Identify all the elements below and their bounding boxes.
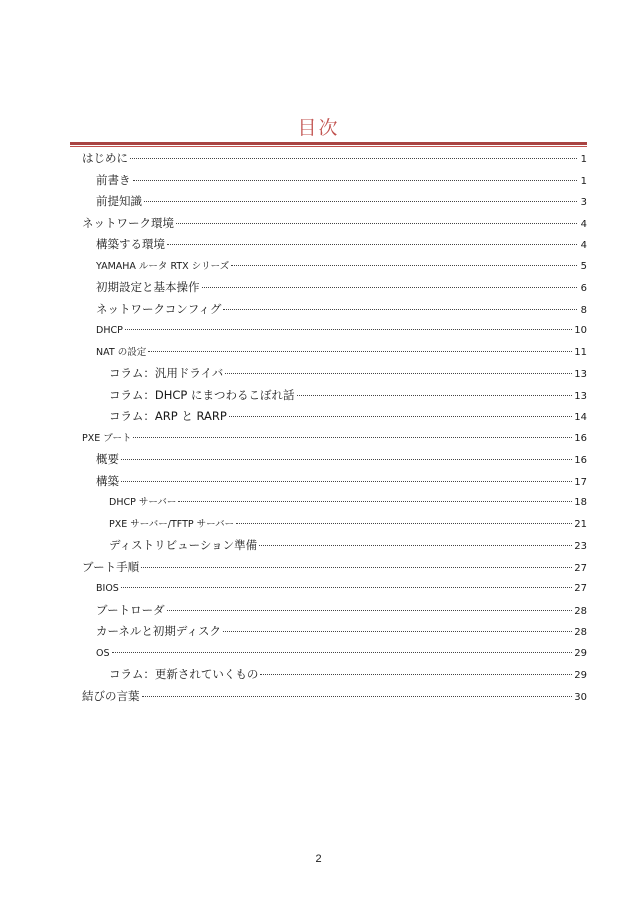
toc-leader-dots xyxy=(112,652,573,653)
toc-entry-page: 28 xyxy=(574,605,587,617)
toc-entry-page: 27 xyxy=(574,583,587,594)
toc-title: 目次 xyxy=(297,117,340,139)
toc-leader-dots xyxy=(121,481,572,482)
toc-entry-label: PXE ブート xyxy=(82,432,132,444)
toc-entry-page: 21 xyxy=(574,518,587,530)
toc-entry-label: コラム：汎用ドライバ xyxy=(109,366,224,380)
toc-leader-dots xyxy=(133,437,572,438)
toc-leader-dots xyxy=(297,395,573,396)
toc-entry[interactable] xyxy=(82,191,587,213)
toc-leader-dots xyxy=(231,265,577,266)
toc-entry-page: 11 xyxy=(574,346,587,358)
toc-entry-label: コラム：更新されていくもの xyxy=(109,667,259,681)
toc-leader-dots xyxy=(167,610,573,611)
toc-entry-page: 17 xyxy=(574,476,587,488)
toc-entry-label: ネットワークコンフィグ xyxy=(96,301,222,316)
toc-entry-page: 18 xyxy=(574,497,587,508)
toc-entry[interactable] xyxy=(82,148,587,170)
toc-leader-dots xyxy=(229,416,572,417)
toc-entry-page: 30 xyxy=(574,691,587,703)
toc-leader-dots xyxy=(223,309,577,310)
toc-entry[interactable] xyxy=(82,686,587,708)
toc-entry[interactable] xyxy=(82,449,587,471)
toc-entry-page: 16 xyxy=(574,455,587,466)
toc-leader-dots xyxy=(236,523,572,524)
toc-entry-page: 29 xyxy=(574,670,587,681)
toc-entry-page: 23 xyxy=(574,541,587,552)
toc-leader-dots xyxy=(176,223,577,224)
toc-entry[interactable] xyxy=(82,557,587,579)
toc-leader-dots xyxy=(202,287,578,288)
toc-entry-label: カーネルと初期ディスク xyxy=(96,624,222,638)
page-number: 2 xyxy=(315,853,322,865)
toc-entry-page: 1 xyxy=(580,154,587,165)
toc-entry-label: ブートローダ xyxy=(96,602,165,617)
toc-entry-label: 初期設定と基本操作 xyxy=(96,280,200,294)
toc-entry-label: 結びの言葉 xyxy=(82,688,140,703)
toc-entry-label: PXE サーバー/TFTP サーバー xyxy=(109,518,235,530)
toc-entry[interactable] xyxy=(82,578,587,600)
toc-leader-dots xyxy=(133,180,578,181)
toc-entry-page: 8 xyxy=(580,304,587,316)
toc-entry-label: DHCP xyxy=(96,325,123,336)
toc-leader-dots xyxy=(167,244,577,245)
toc-entry-label: ブート手順 xyxy=(82,559,140,574)
toc-entry-label: ネットワーク環境 xyxy=(82,215,174,230)
table-of-contents xyxy=(82,148,587,707)
toc-leader-dots xyxy=(178,501,572,502)
toc-entry[interactable] xyxy=(82,664,587,686)
toc-entry[interactable] xyxy=(82,535,587,557)
toc-entry-page: 13 xyxy=(574,390,587,402)
toc-entry[interactable] xyxy=(82,299,587,321)
toc-leader-dots xyxy=(125,329,572,330)
toc-entry-label: 構築する環境 xyxy=(96,237,165,251)
toc-entry[interactable] xyxy=(82,621,587,643)
toc-entry-page: 29 xyxy=(574,647,587,659)
toc-leader-dots xyxy=(260,674,572,675)
toc-entry[interactable] xyxy=(82,406,587,428)
toc-leader-dots xyxy=(148,351,572,352)
toc-entry[interactable] xyxy=(82,277,587,299)
toc-entry[interactable] xyxy=(82,643,587,665)
title-rule-thin xyxy=(70,146,587,147)
toc-entry[interactable] xyxy=(82,600,587,622)
toc-entry-page: 27 xyxy=(574,562,587,574)
toc-entry[interactable] xyxy=(82,170,587,192)
toc-entry[interactable] xyxy=(82,428,587,450)
toc-entry[interactable] xyxy=(82,363,587,385)
toc-entry-label: コラム：DHCP にまつわるこぼれ話 xyxy=(109,387,295,402)
toc-entry-label: OS xyxy=(96,647,110,659)
toc-entry-label: DHCP サーバー xyxy=(109,497,177,508)
toc-leader-dots xyxy=(121,587,572,588)
toc-entry-page: 1 xyxy=(580,175,587,187)
toc-leader-dots xyxy=(141,567,572,568)
toc-entry[interactable] xyxy=(82,320,587,342)
title-rule xyxy=(70,142,587,145)
toc-entry-label: ディストリビューション準備 xyxy=(109,538,258,552)
toc-entry[interactable] xyxy=(82,342,587,364)
toc-leader-dots xyxy=(121,459,572,460)
toc-entry-label: 構築 xyxy=(96,473,119,488)
toc-entry-page: 28 xyxy=(574,627,587,638)
toc-entry[interactable] xyxy=(82,492,587,514)
toc-entry-page: 5 xyxy=(580,260,587,272)
toc-entry-label: BIOS xyxy=(96,583,119,594)
toc-leader-dots xyxy=(225,373,572,374)
toc-entry-page: 4 xyxy=(580,218,587,230)
toc-entry[interactable] xyxy=(82,471,587,493)
toc-leader-dots xyxy=(259,545,572,546)
toc-entry-page: 6 xyxy=(580,283,587,294)
toc-entry-page: 13 xyxy=(574,369,587,380)
toc-entry-label: 概要 xyxy=(96,452,119,466)
toc-entry-page: 3 xyxy=(580,197,587,208)
toc-entry[interactable] xyxy=(82,256,587,278)
toc-entry-label: 前書き xyxy=(96,172,131,187)
toc-leader-dots xyxy=(142,696,573,697)
toc-entry-page: 14 xyxy=(574,412,587,423)
toc-entry-page: 10 xyxy=(574,325,587,336)
toc-leader-dots xyxy=(223,631,572,632)
toc-entry[interactable] xyxy=(82,213,587,235)
toc-entry-label: YAMAHA ルータ RTX シリーズ xyxy=(96,260,230,272)
toc-entry[interactable] xyxy=(82,385,587,407)
toc-leader-dots xyxy=(130,158,577,159)
toc-leader-dots xyxy=(144,201,577,202)
toc-entry[interactable] xyxy=(82,514,587,536)
toc-entry-label: はじめに xyxy=(82,151,128,165)
toc-entry-label: コラム：ARP と RARP xyxy=(109,409,227,423)
toc-entry[interactable] xyxy=(82,234,587,256)
toc-entry-label: 前提知識 xyxy=(96,194,142,208)
toc-entry-label: NAT の設定 xyxy=(96,346,147,358)
toc-entry-page: 16 xyxy=(574,432,587,444)
toc-entry-page: 4 xyxy=(580,240,587,251)
